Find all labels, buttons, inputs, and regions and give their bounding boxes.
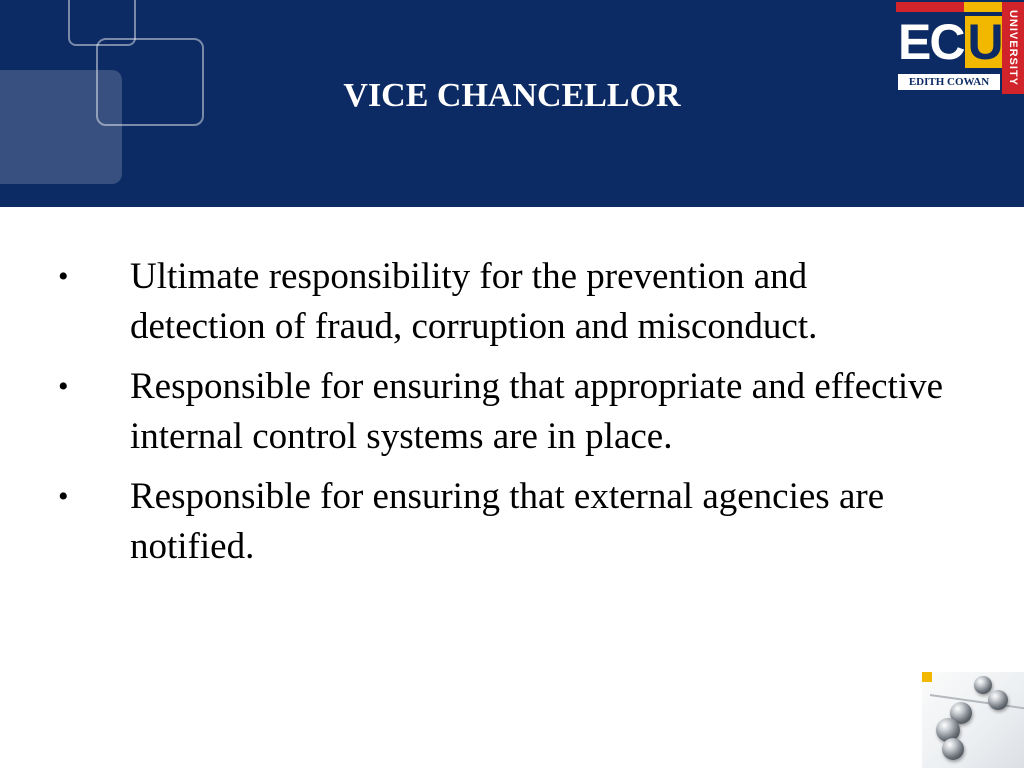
bullet-text: Responsible for ensuring that external agencies are notified. bbox=[130, 476, 885, 567]
image-gold-corner bbox=[922, 672, 932, 682]
logo-letters bbox=[898, 16, 1002, 68]
bullet-item bbox=[48, 472, 948, 572]
logo-gold-bar bbox=[964, 2, 1002, 12]
metal-ball bbox=[988, 690, 1008, 710]
logo-text-block bbox=[896, 12, 1002, 94]
logo-university-text: UNIVERSITY bbox=[1007, 9, 1019, 87]
logo-letter-u: U bbox=[967, 14, 1002, 70]
ecu-logo bbox=[896, 2, 1024, 94]
bullet-item bbox=[48, 362, 948, 462]
logo-letters-ec: EC bbox=[898, 14, 964, 70]
bullet-icon: • bbox=[58, 370, 69, 403]
image-rail bbox=[930, 694, 1024, 710]
logo-institution-name: EDITH COWAN bbox=[898, 74, 1000, 90]
bullet-item bbox=[48, 252, 948, 352]
bullet-text: Ultimate responsibility for the prevention and detection of fraud, corruption and misconduct. bbox=[130, 256, 818, 347]
logo-university-band bbox=[1002, 2, 1024, 94]
bullet-icon: • bbox=[58, 480, 69, 513]
slide-title: VICE CHANCELLOR bbox=[343, 77, 681, 114]
bullet-list bbox=[48, 252, 948, 582]
bullet-icon: • bbox=[58, 260, 69, 293]
header-band bbox=[0, 0, 1024, 207]
bullet-text: Responsible for ensuring that appropriate and effective internal control systems are in place. bbox=[130, 366, 944, 457]
metal-ball bbox=[942, 738, 964, 760]
metal-ball bbox=[974, 676, 992, 694]
metal-balls-image bbox=[922, 672, 1024, 768]
